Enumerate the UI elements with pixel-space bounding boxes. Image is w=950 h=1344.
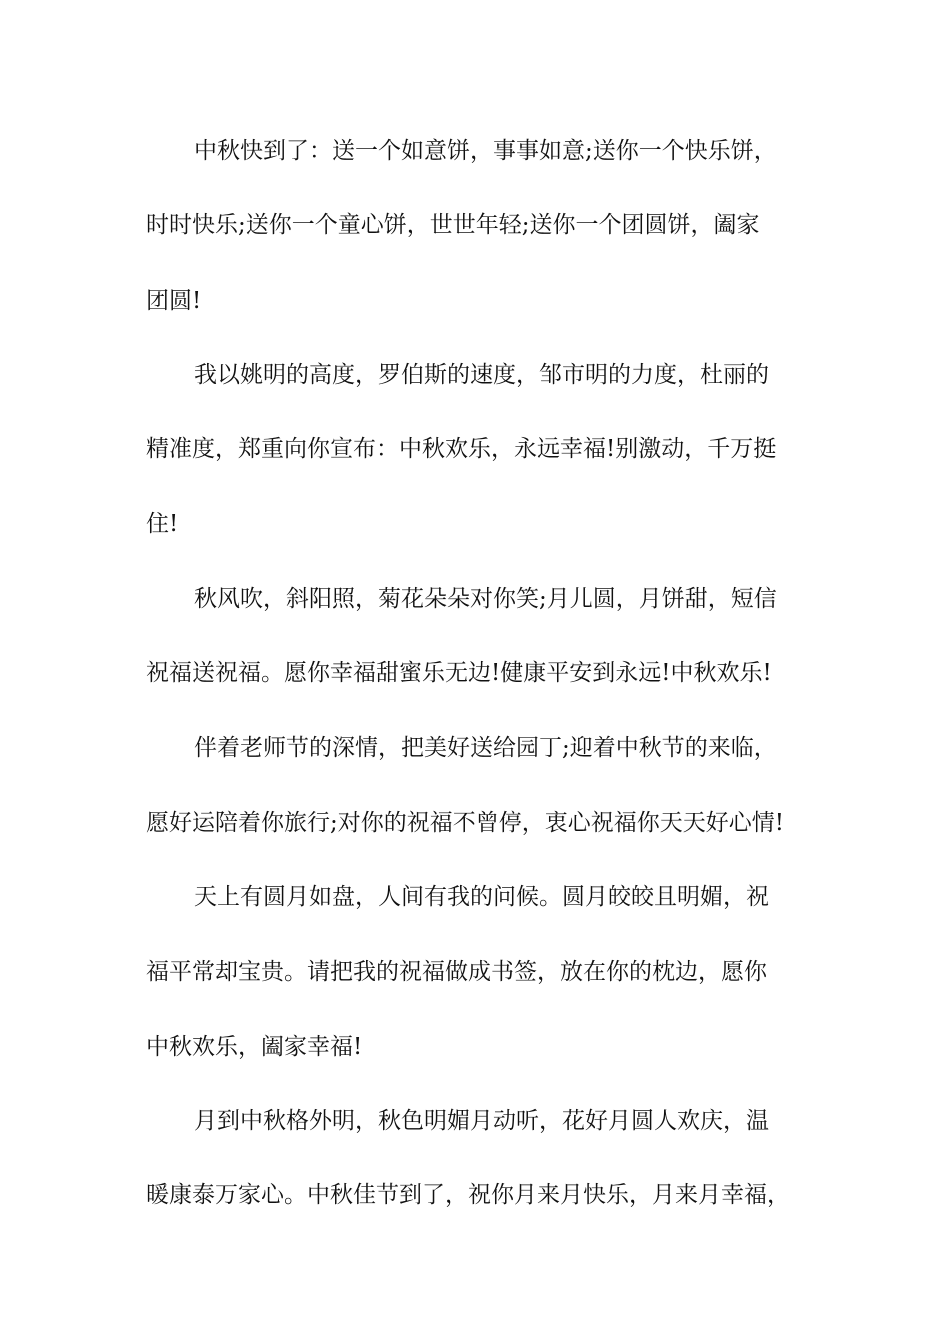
paragraph-2-line-2: 精准度，郑重向你宣布：中秋欢乐，永远幸福!别激动，千万挺	[146, 436, 777, 462]
paragraph-6-line-2: 暖康泰万家心。中秋佳节到了，祝你月来月快乐，月来月幸福，	[146, 1182, 790, 1208]
paragraph-4-line-2: 愿好运陪着你旅行;对你的祝福不曾停，衷心祝福你天天好心情!	[146, 810, 784, 836]
paragraph-1-line-2: 时时快乐;送你一个童心饼，世世年轻;送你一个团圆饼，阖家	[146, 212, 760, 238]
paragraph-3-line-1: 秋风吹，斜阳照，菊花朵朵对你笑;月儿圆，月饼甜，短信	[194, 586, 777, 612]
paragraph-5-line-3: 中秋欢乐，阖家幸福!	[146, 1034, 363, 1060]
paragraph-2-line-1: 我以姚明的高度，罗伯斯的速度，邹市明的力度，杜丽的	[194, 362, 769, 388]
paragraph-5-line-1: 天上有圆月如盘，人间有我的问候。圆月皎皎且明媚，祝	[194, 884, 769, 910]
paragraph-1-line-1: 中秋快到了：送一个如意饼，事事如意;送你一个快乐饼，	[194, 138, 777, 164]
paragraph-5-line-2: 福平常却宝贵。请把我的祝福做成书签，放在你的枕边，愿你	[146, 959, 767, 985]
paragraph-2-line-3: 住!	[146, 511, 179, 537]
paragraph-3-line-2: 祝福送祝福。愿你幸福甜蜜乐无边!健康平安到永远!中秋欢乐!	[146, 660, 772, 686]
paragraph-4-line-1: 伴着老师节的深情，把美好送给园丁;迎着中秋节的来临，	[194, 735, 777, 761]
paragraph-6-line-1: 月到中秋格外明，秋色明媚月动听，花好月圆人欢庆，温	[194, 1108, 769, 1134]
paragraph-1-line-3: 团圆!	[146, 288, 202, 314]
